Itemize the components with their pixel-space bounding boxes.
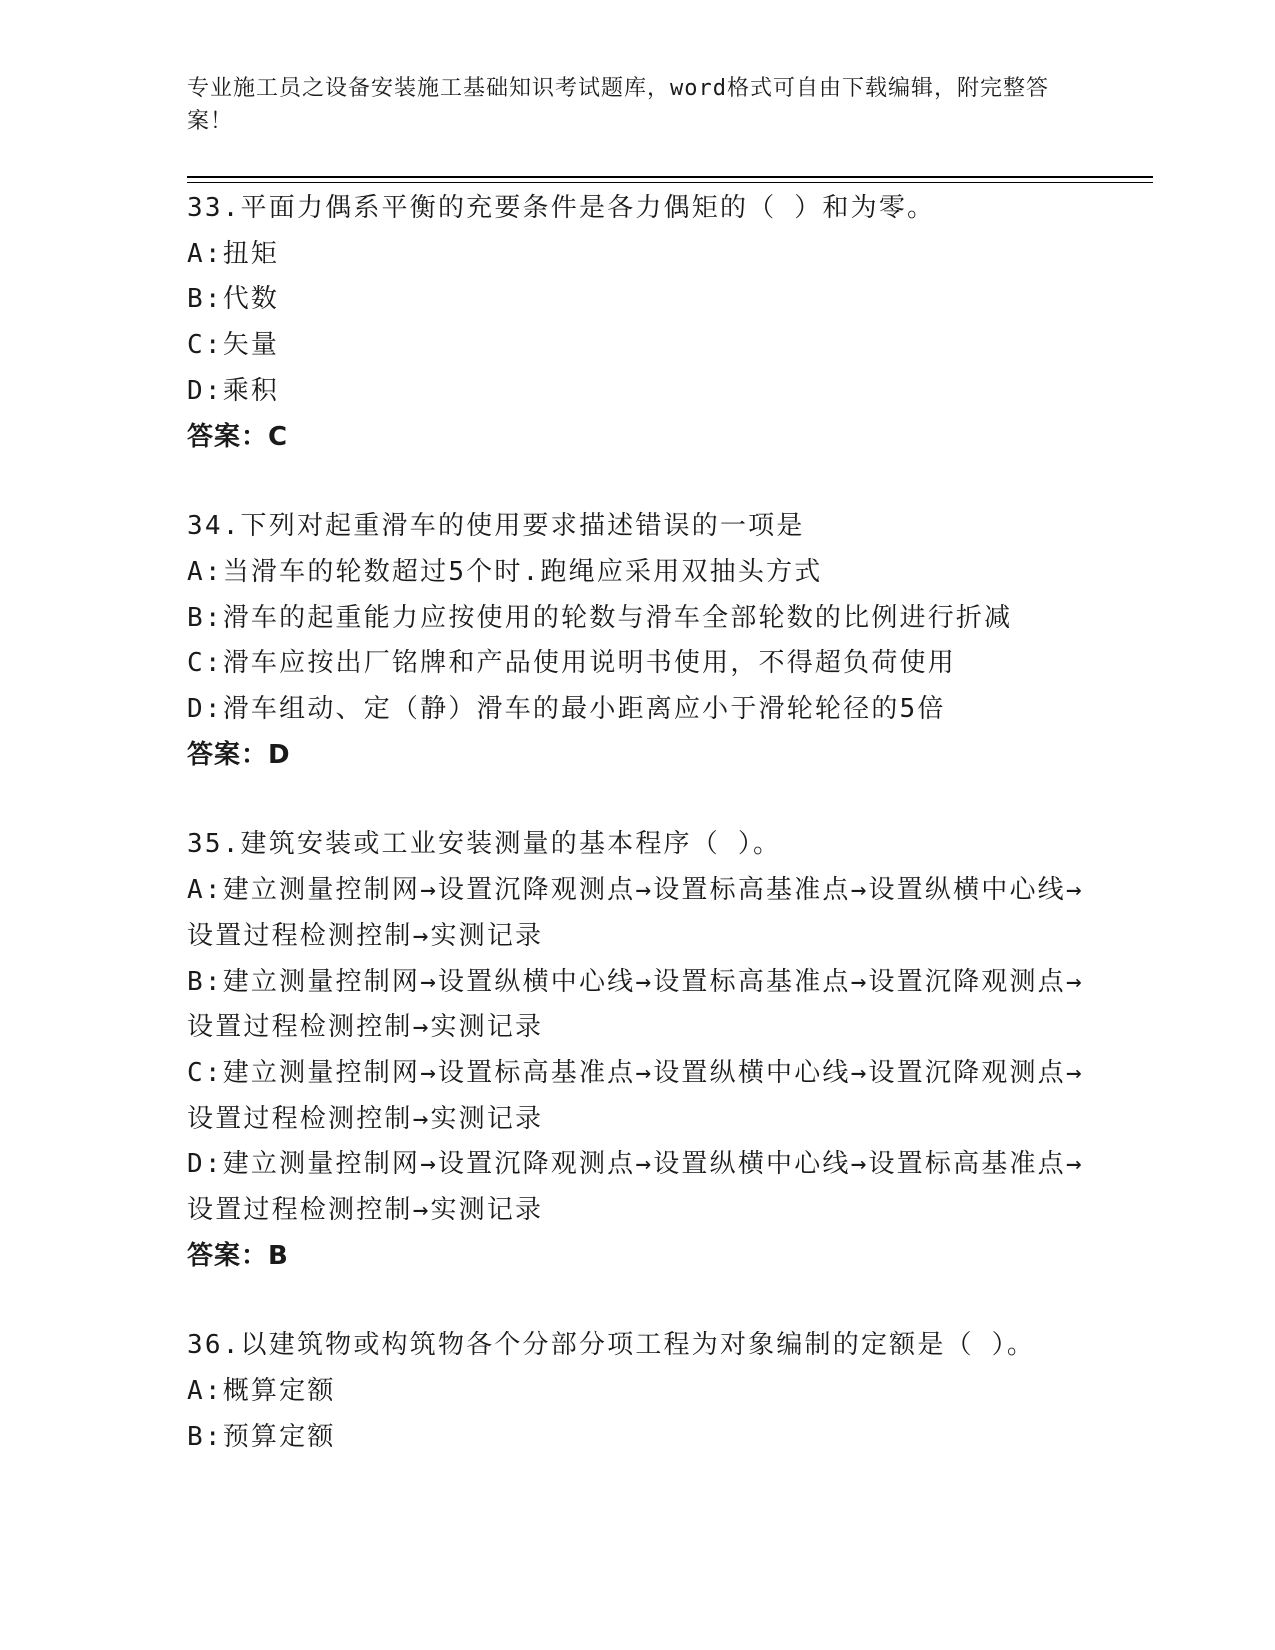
option-letter: A: [187, 875, 223, 906]
option-letter: C: [187, 330, 223, 361]
question-list [187, 186, 1087, 1505]
option-b [187, 960, 1087, 1051]
option-text: 建立测量控制网→设置沉降观测点→设置纵横中心线→设置标高基准点→设置过程检测控制→实测记录 [187, 1149, 1084, 1226]
option-letter: D: [187, 1149, 223, 1180]
header-divider-thick [187, 176, 1153, 178]
option-letter: C: [187, 1057, 223, 1088]
option-text: 代数 [222, 284, 280, 315]
option-d [187, 687, 1087, 733]
option-letter: A: [187, 1376, 223, 1407]
answer-line: 答案：C [187, 421, 289, 452]
question-36 [187, 1323, 1087, 1460]
document-header: 专业施工员之设备安装施工基础知识考试题库，word格式可自由下载编辑，附完整答案！ [187, 76, 1049, 134]
question-stem: 34.下列对起重滑车的使用要求描述错误的一项是 [187, 511, 805, 542]
question-stem: 35.建筑安装或工业安装测量的基本程序（ ）。 [187, 829, 782, 860]
question-35 [187, 822, 1087, 1279]
option-text: 滑车应按出厂铭牌和产品使用说明书使用，不得超负荷使用 [222, 648, 956, 679]
option-a [187, 232, 1087, 278]
question-stem: 36.以建筑物或构筑物各个分部分项工程为对象编制的定额是（ ）。 [187, 1330, 1036, 1361]
option-text: 建立测量控制网→设置纵横中心线→设置标高基准点→设置沉降观测点→设置过程检测控制→实测记录 [187, 966, 1084, 1043]
option-d [187, 369, 1087, 415]
question-34 [187, 504, 1087, 778]
option-text: 当滑车的轮数超过5个时.跑绳应采用双抽头方式 [222, 556, 823, 587]
option-letter: A: [187, 556, 223, 587]
option-letter: C: [187, 648, 223, 679]
option-c [187, 1051, 1087, 1142]
option-letter: B: [187, 966, 223, 997]
option-letter: B: [187, 602, 223, 633]
option-text: 乘积 [222, 375, 280, 406]
question-stem: 33.平面力偶系平衡的充要条件是各力偶矩的（ ）和为零。 [187, 193, 936, 223]
option-letter: B: [187, 284, 223, 315]
option-letter: D: [187, 375, 223, 406]
option-c [187, 323, 1087, 369]
option-letter: D: [187, 694, 223, 725]
option-a [187, 868, 1087, 959]
option-text: 滑车的起重能力应按使用的轮数与滑车全部轮数的比例进行折减 [222, 602, 1013, 633]
option-text: 建立测量控制网→设置沉降观测点→设置标高基准点→设置纵横中心线→设置过程检测控制→实测记录 [187, 875, 1084, 951]
option-a [187, 1369, 1087, 1415]
option-letter: A: [187, 238, 223, 269]
answer-line: 答案：B [187, 1240, 289, 1271]
option-text: 预算定额 [222, 1421, 336, 1452]
option-letter: B: [187, 1421, 223, 1452]
option-text: 概算定额 [222, 1376, 336, 1407]
option-b [187, 1415, 1087, 1461]
question-33 [187, 186, 1087, 460]
header-divider-thin [187, 182, 1153, 183]
option-b [187, 277, 1087, 323]
answer-line: 答案：D [187, 739, 291, 770]
option-a [187, 550, 1087, 596]
option-b [187, 596, 1087, 642]
option-d [187, 1142, 1087, 1233]
option-text: 矢量 [222, 330, 280, 361]
option-text: 建立测量控制网→设置标高基准点→设置纵横中心线→设置沉降观测点→设置过程检测控制→实测记录 [187, 1057, 1084, 1134]
option-text: 扭矩 [222, 238, 280, 269]
option-text: 滑车组动、定（静）滑车的最小距离应小于滑轮轮径的5倍 [222, 694, 946, 725]
option-c [187, 641, 1087, 687]
